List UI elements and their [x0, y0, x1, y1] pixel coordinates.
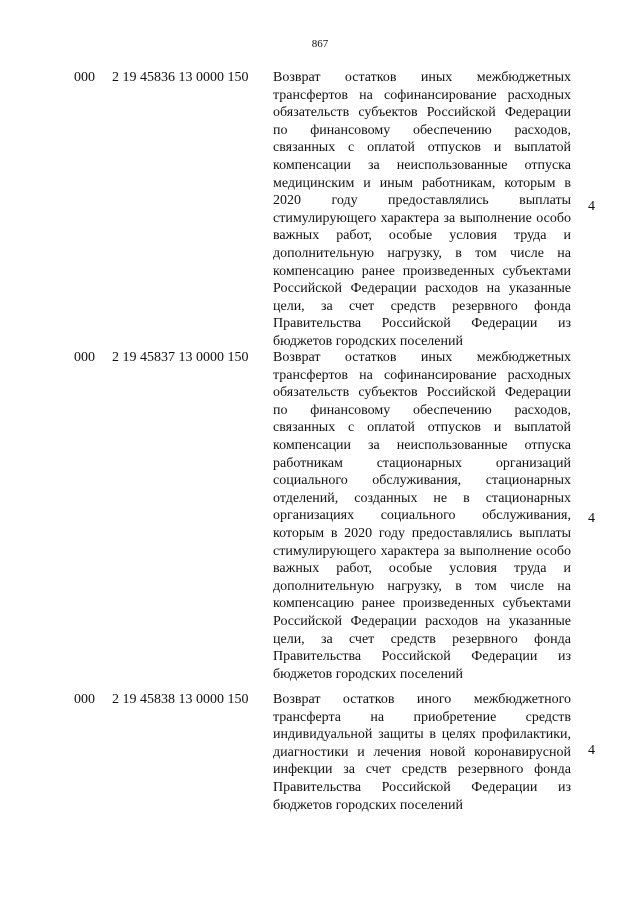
- row-description: Возврат остатков иного межбюджетного трансферта на приобретение средств индивидуальной защиты в целях профилактики, диагностики и лечения новой коронавирусной инфекции за счет средств резервного фонда Правительства Российской Федерации из бюджетов городских поселений: [273, 692, 571, 813]
- budget-classification-code: 2 19 45838 13 0000 150: [112, 692, 249, 707]
- admin-code: 000: [74, 692, 95, 707]
- budget-classification-code: 2 19 45837 13 0000 150: [112, 350, 249, 365]
- row-value: 4: [588, 511, 595, 526]
- admin-code: 000: [74, 350, 95, 365]
- page-number: 867: [311, 38, 329, 50]
- admin-code: 000: [74, 70, 95, 85]
- row-value: 4: [588, 743, 595, 758]
- row-description: Возврат остатков иных межбюджетных трансфертов на софинансирование расходных обязательств субъектов Российской Федерации по финансовому обеспечению расходов, связанных с оплатой отпусков и выплатой компенсации за неиспользованные отпуска работникам стационарных организаций социального обслуживания, стационарных отделений, созданных не в стационарных организациях социального обслуживания, которым в 2020 году предоставлялись выплаты стимулирующего характера за выполнение особо важных работ, особые условия труда и дополнительную нагрузку, в том числе на компенсацию ранее произведенных субъектами Российской Федерации расходов на указанные цели, за счет средств резервного фонда Правительства Российской Федерации из бюджетов городских поселений: [273, 350, 571, 682]
- budget-classification-code: 2 19 45836 13 0000 150: [112, 70, 249, 85]
- row-description: Возврат остатков иных межбюджетных трансфертов на софинансирование расходных обязательств субъектов Российской Федерации по финансовому обеспечению расходов, связанных с оплатой отпусков и выплатой компенсации за неиспользованные отпуска медицинским и иным работникам, которым в 2020 году предоставлялись выплаты стимулирующего характера за выполнение особо важных работ, особые условия труда и дополнительную нагрузку, в том числе на компенсацию ранее произведенных субъектами Российской Федерации расходов на указанные цели, за счет средств резервного фонда Правительства Российской Федерации из бюджетов городских поселений: [273, 70, 571, 349]
- row-value: 4: [588, 199, 595, 214]
